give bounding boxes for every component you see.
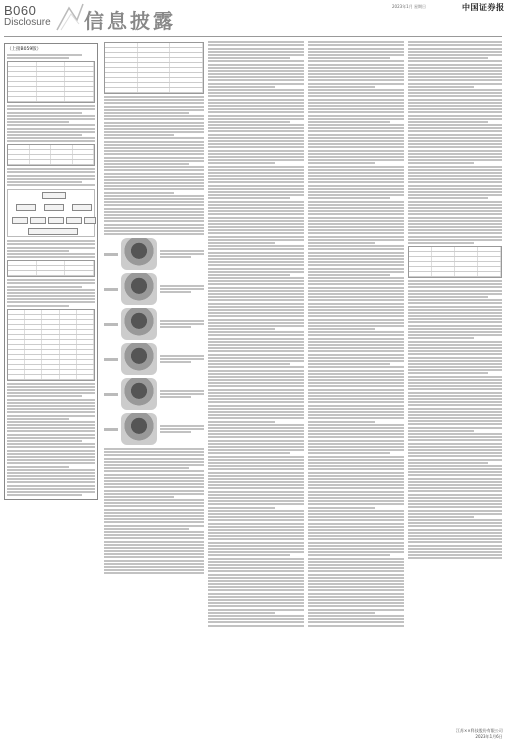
product-photo-icon [121, 308, 157, 340]
product-row [104, 308, 204, 340]
product-row [104, 238, 204, 270]
column-2 [104, 40, 204, 740]
column-5 [408, 40, 502, 740]
column-4 [308, 40, 404, 740]
header-rule [4, 36, 502, 37]
product-row [104, 343, 204, 375]
section-name-cn: 信息披露 [84, 9, 176, 33]
continuation-label: （上接B059版） [7, 47, 42, 52]
data-table [7, 260, 95, 277]
data-table [7, 144, 95, 166]
signature-date: 2023年1月6日 [475, 734, 503, 739]
signature-block [456, 728, 503, 740]
product-photo-icon [121, 238, 157, 270]
masthead [0, 0, 506, 36]
column-1 [4, 40, 98, 740]
product-row [104, 273, 204, 305]
product-row [104, 413, 204, 445]
signature-company: 江苏××科技股份有限公司 [456, 728, 503, 733]
product-photo-icon [121, 413, 157, 445]
issue-info: 2023年1月 星期日 [392, 4, 426, 9]
data-table [104, 42, 204, 94]
product-photo-icon [121, 378, 157, 410]
org-chart-diagram [7, 189, 95, 237]
product-photo-icon [121, 343, 157, 375]
page-code: B060 [4, 3, 37, 18]
product-row [104, 378, 204, 410]
swoosh-decoration-icon [55, 2, 85, 32]
continuation-box [4, 43, 98, 500]
column-3 [208, 40, 304, 740]
paper-name: 中国证券报 [462, 2, 505, 12]
section-name-en: Disclosure [4, 17, 51, 28]
data-table [7, 61, 95, 103]
data-table [7, 309, 95, 381]
product-photo-icon [121, 273, 157, 305]
data-table [408, 246, 502, 278]
